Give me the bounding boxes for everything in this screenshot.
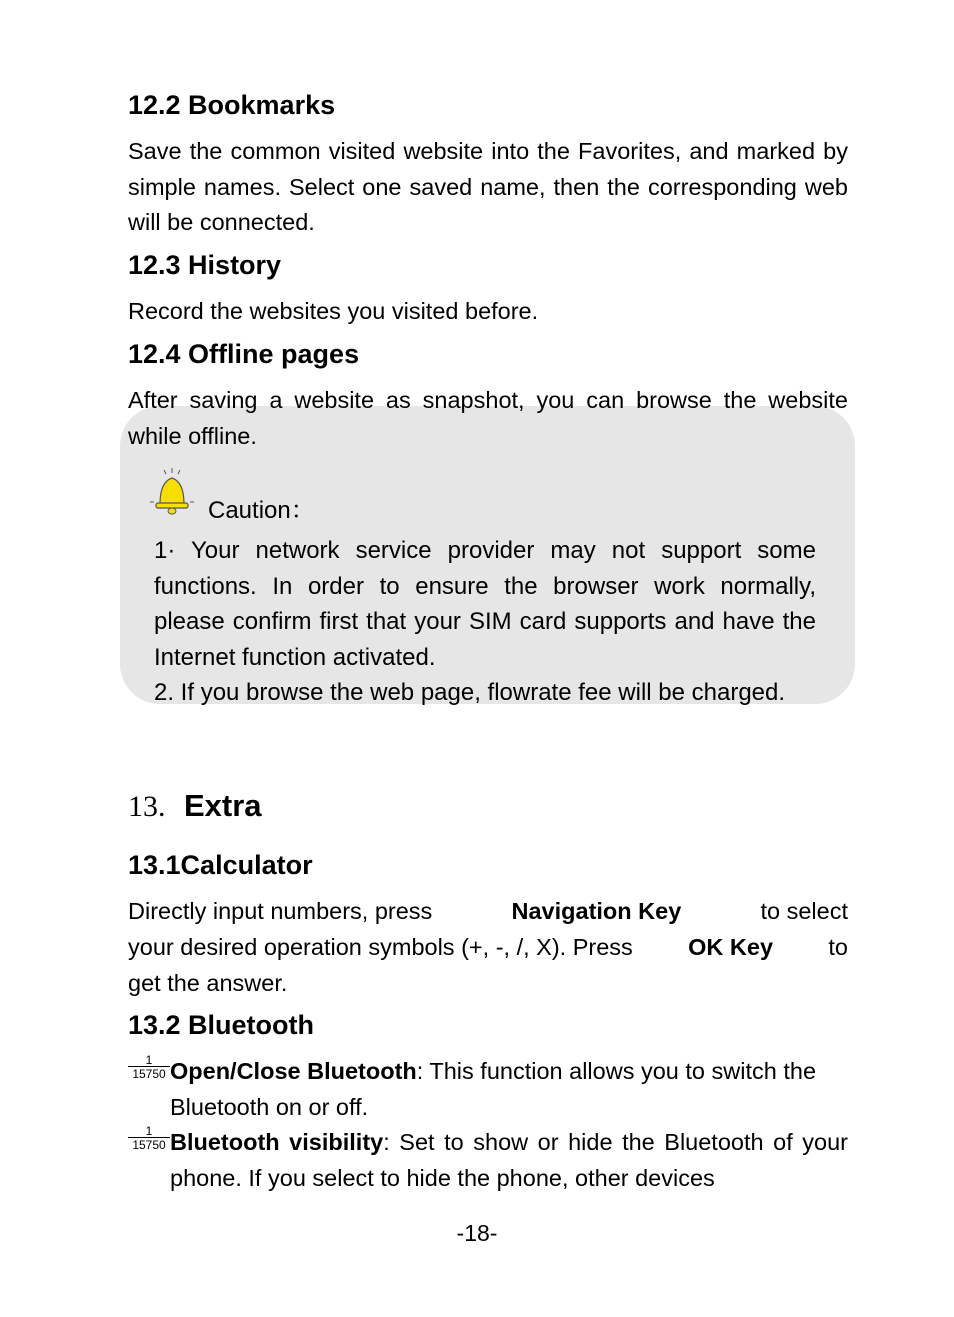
- page-number: -18-: [456, 1220, 498, 1246]
- bluetooth-term-visibility: Bluetooth visibility: [170, 1129, 384, 1155]
- calculator-text-3b: get the answer.: [128, 970, 288, 996]
- chapter-heading: [128, 786, 262, 832]
- calculator-paragraph: [128, 893, 848, 929]
- bluetooth-term-open-close: Open/Close Bluetooth: [170, 1058, 417, 1084]
- caution-item-1: 1· Your network service provider may not support some functions. In order to ensure the browser work normally, please confirm first that your SIM card supports and have the Internet function activated.: [154, 537, 816, 671]
- offline-paragraph: After saving a website as snapshot, you can browse the website while offline.: [128, 387, 848, 449]
- bluetooth-item-open-close: [170, 1054, 848, 1125]
- caution-item-2: 2. If you browse the web page, flowrate fee will be charged.: [154, 679, 786, 706]
- bullet-marker: 1 15750: [128, 1054, 170, 1080]
- bookmarks-paragraph: Save the common visited website into the Favorites, and marked by simple names. Select one saved name, then the corresponding web will be connected.: [128, 138, 848, 235]
- section-title-history: 12.3 History: [128, 250, 282, 280]
- calculator-text-2b: your desired operation symbols (+, -, /, X). Press: [128, 934, 633, 960]
- caution-label: Caution：: [208, 497, 315, 524]
- section-title-bookmarks: 12.2 Bookmarks: [128, 90, 336, 120]
- bell-icon: [146, 466, 198, 518]
- bluetooth-desc-visibility: : Set to show or hide the Bluetooth of your phone. If you select to hide the phone, other devices: [170, 1129, 848, 1191]
- calculator-text-1: Directly input numbers, press: [128, 898, 433, 924]
- chapter-number: 13.: [128, 790, 166, 823]
- bluetooth-item-visibility: [170, 1125, 848, 1196]
- section-title-calculator: 13.1Calculator: [128, 850, 313, 880]
- section-title-offline: 12.4 Offline pages: [128, 339, 360, 369]
- calculator-text-2: to select: [760, 898, 848, 924]
- calculator-text-3a: to: [828, 934, 848, 960]
- bluetooth-desc-open-close: : This function allows you to switch the Bluetooth on or off.: [170, 1058, 817, 1120]
- bullet-marker: 1 15750: [128, 1125, 170, 1151]
- history-paragraph: Record the websites you visited before.: [128, 298, 539, 324]
- calculator-line-1: [128, 893, 848, 929]
- navigation-key-label: Navigation Key: [511, 898, 682, 924]
- calculator-line-2: [128, 929, 848, 965]
- chapter-title: Extra: [183, 788, 262, 823]
- ok-key-label: OK Key: [688, 934, 774, 960]
- section-title-bluetooth: 13.2 Bluetooth: [128, 1010, 315, 1040]
